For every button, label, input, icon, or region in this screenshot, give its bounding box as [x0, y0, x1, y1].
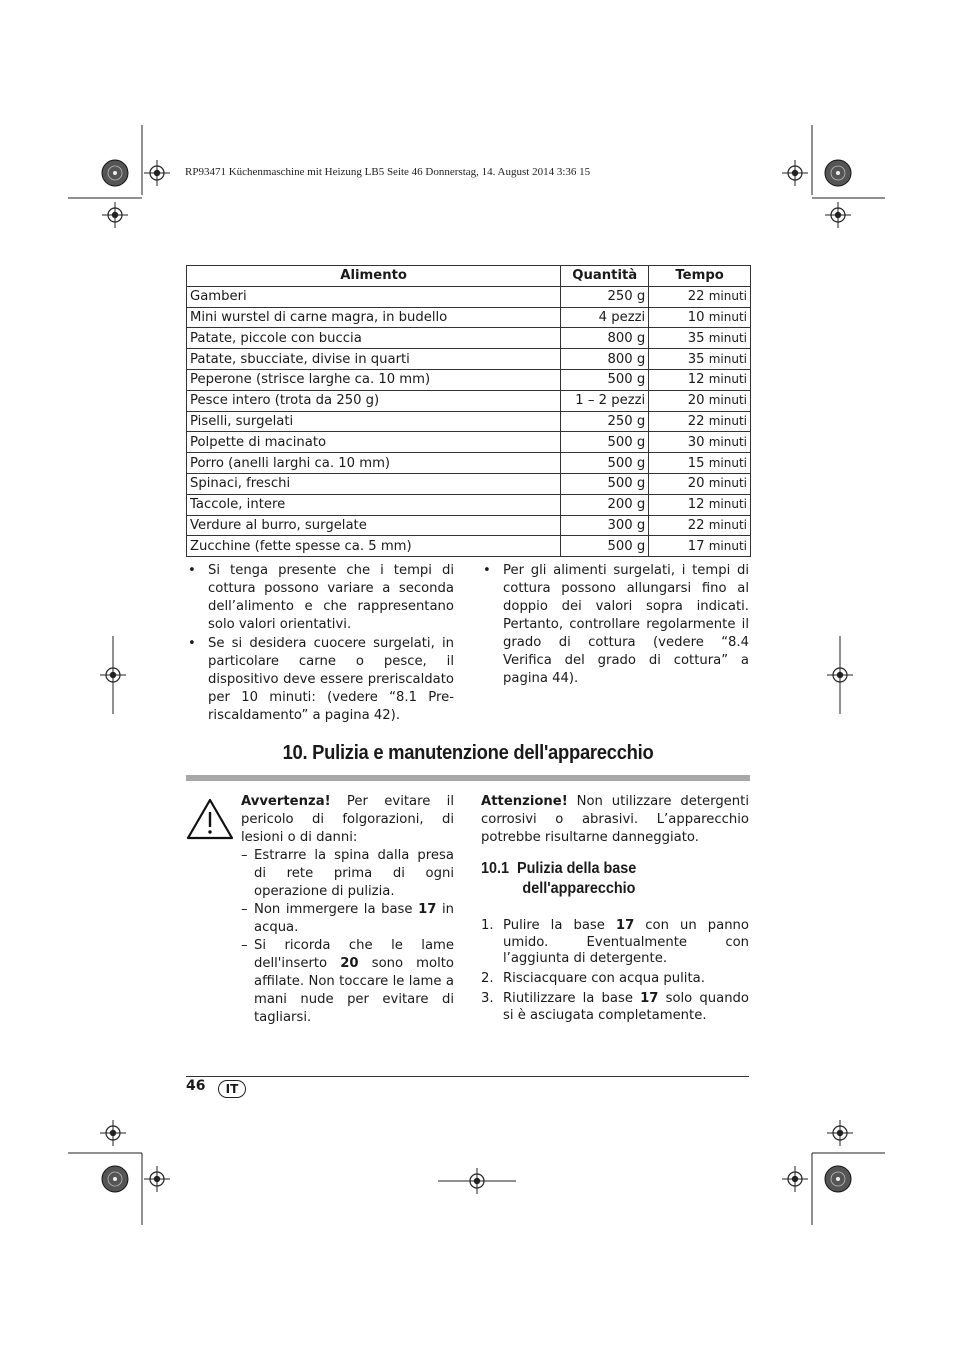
food-cell: Verdure al burro, surgelate: [187, 515, 561, 536]
subsection-title: 10.1 Pulizia della base dell'apparecchio: [481, 860, 637, 897]
section-title: 10. Pulizia e manutenzione dell'apparecchio: [282, 742, 654, 764]
time-cell: 17 minuti: [649, 536, 751, 557]
note-item: • Per gli alimenti surgelati, i tempi di cottura possono allungarsi fino al doppio dei valori sopra indicati. Pertanto, controllare regolarmente il grado di cottura (vedere “8.4 Verifica del grado di cottura” a pagina 44).: [481, 562, 749, 688]
quantity-cell: 200 g: [561, 494, 649, 515]
section-divider: [186, 775, 750, 781]
quantity-cell: 800 g: [561, 328, 649, 349]
quantity-cell: 500 g: [561, 536, 649, 557]
time-cell: 20 minuti: [649, 473, 751, 494]
time-cell: 22 minuti: [649, 411, 751, 432]
attention-text: Non utilizzare detergenti corrosivi o abrasivi. L’apparecchio potrebbe risultarne danneggiato.: [481, 794, 749, 845]
table-row: [187, 411, 751, 432]
attention-block: [481, 793, 749, 847]
column-header-time: Tempo: [649, 266, 751, 287]
food-cell: Taccole, intere: [187, 494, 561, 515]
food-cell: Mini wurstel di carne magra, in budello: [187, 307, 561, 328]
table-row: [187, 369, 751, 390]
time-cell: 15 minuti: [649, 453, 751, 474]
page-number: 46: [186, 1078, 206, 1094]
table-row: [187, 328, 751, 349]
time-cell: 20 minuti: [649, 390, 751, 411]
warning-item: – Non immergere la base 17 in acqua.: [241, 901, 454, 937]
time-cell: 22 minuti: [649, 515, 751, 536]
time-cell: 35 minuti: [649, 349, 751, 370]
table-row: [187, 536, 751, 557]
food-cell: Pesce intero (trota da 250 g): [187, 390, 561, 411]
quantity-cell: 500 g: [561, 432, 649, 453]
table-row: [187, 286, 751, 307]
table-row: [187, 432, 751, 453]
quantity-cell: 500 g: [561, 473, 649, 494]
column-header-quantity: Quantità: [561, 266, 649, 287]
print-header: RP93471 Küchenmaschine mit Heizung LB5 Seite 46 Donnerstag, 14. August 2014 3:36 15: [185, 166, 591, 178]
attention-label: Attenzione!: [481, 794, 568, 809]
warning-label: Avvertenza!: [241, 794, 331, 809]
warning-item: – Estrarre la spina dalla presa di rete prima di ogni operazione di pulizia.: [241, 847, 454, 901]
warning-block: [241, 793, 454, 1027]
table-header-row: [187, 266, 751, 287]
quantity-cell: 1 – 2 pezzi: [561, 390, 649, 411]
notes-right: [481, 562, 749, 689]
food-cell: Peperone (strisce larghe ca. 10 mm): [187, 369, 561, 390]
food-cell: Patate, piccole con buccia: [187, 328, 561, 349]
step-item: 3. Riutilizzare la base 17 solo quando si è asciugata completamente.: [481, 991, 749, 1023]
column-header-food: Alimento: [187, 266, 561, 287]
quantity-cell: 800 g: [561, 349, 649, 370]
step-item: 2. Risciacquare con acqua pulita.: [481, 971, 705, 986]
food-cell: Gamberi: [187, 286, 561, 307]
quantity-cell: 250 g: [561, 286, 649, 307]
footer-rule: [186, 1076, 749, 1077]
time-cell: 12 minuti: [649, 494, 751, 515]
quantity-cell: 300 g: [561, 515, 649, 536]
food-cell: Piselli, surgelati: [187, 411, 561, 432]
table-row: [187, 453, 751, 474]
table-row: [187, 349, 751, 370]
cleaning-steps: [481, 918, 749, 1028]
food-cell: Zucchine (fette spesse ca. 5 mm): [187, 536, 561, 557]
table-row: [187, 307, 751, 328]
quantity-cell: 250 g: [561, 411, 649, 432]
note-item: • Se si desidera cuocere surgelati, in particolare carne o pesce, il dispositivo deve essere preriscaldato per 10 minuti: (vedere “8.1 Pre-riscaldamento” a pagina 42).: [186, 635, 454, 725]
quantity-cell: 500 g: [561, 453, 649, 474]
time-cell: 22 minuti: [649, 286, 751, 307]
time-cell: 10 minuti: [649, 307, 751, 328]
quantity-cell: 4 pezzi: [561, 307, 649, 328]
time-cell: 12 minuti: [649, 369, 751, 390]
warning-item: – Si ricorda che le lame dell'inserto 20 sono molto affilate. Non toccare le lame a mani nude per evitare di tagliarsi.: [241, 937, 454, 1027]
notes-left: [186, 562, 454, 726]
note-item: • Si tenga presente che i tempi di cottura possono variare a seconda dell’alimento e che rappresentano solo valori orientativi.: [186, 562, 454, 634]
table-row: [187, 515, 751, 536]
warning-triangle-icon: [186, 797, 234, 841]
table-row: [187, 473, 751, 494]
food-cell: Porro (anelli larghi ca. 10 mm): [187, 453, 561, 474]
table-row: [187, 390, 751, 411]
food-cell: Polpette di macinato: [187, 432, 561, 453]
food-cell: Patate, sbucciate, divise in quarti: [187, 349, 561, 370]
language-badge: IT: [218, 1080, 246, 1098]
table-row: [187, 494, 751, 515]
time-cell: 30 minuti: [649, 432, 751, 453]
food-cell: Spinaci, freschi: [187, 473, 561, 494]
quantity-cell: 500 g: [561, 369, 649, 390]
warning-intro: Per evitare il pericolo di folgorazioni, di lesioni o di danni:: [241, 794, 454, 845]
step-item: 1. Pulire la base 17 con un panno umido. Eventualmente con l’aggiunta di detergente.: [481, 918, 749, 966]
cooking-times-table: [186, 265, 751, 557]
time-cell: 35 minuti: [649, 328, 751, 349]
